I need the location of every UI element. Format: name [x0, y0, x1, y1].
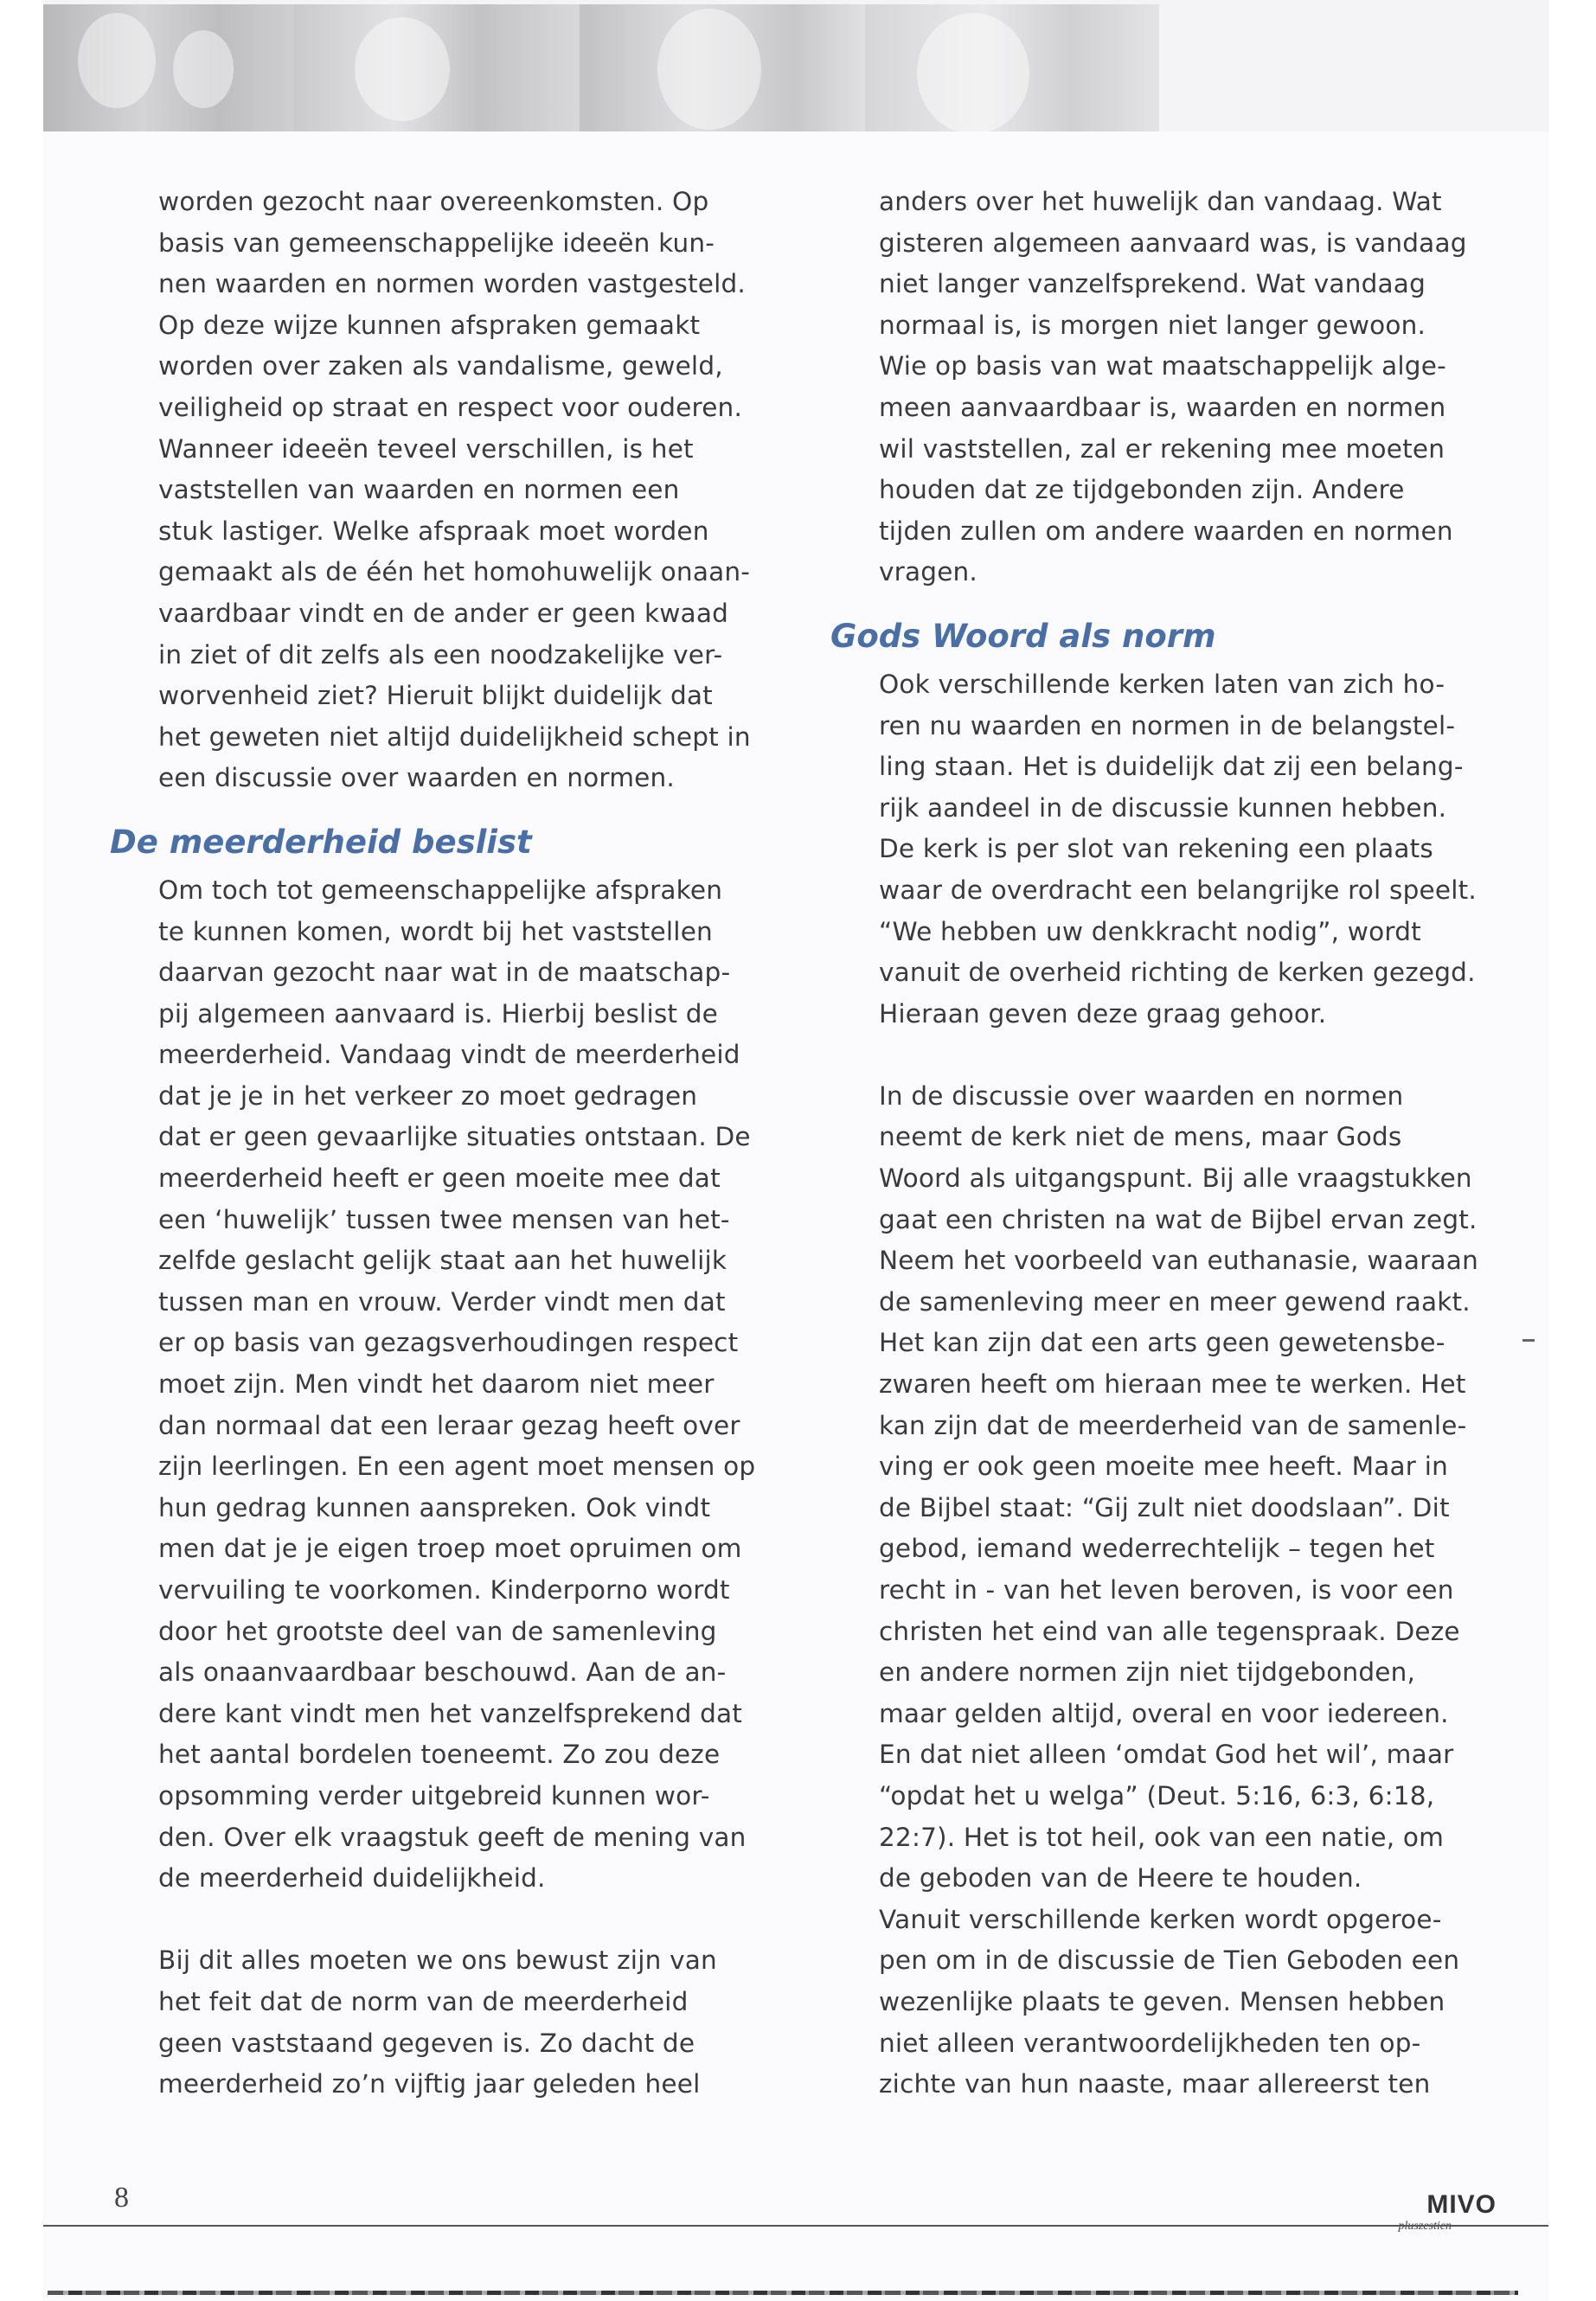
- text-line: zichte van hun naaste, maar allereerst ten: [879, 2069, 1431, 2099]
- section-heading: De meerderheid beslist: [110, 823, 532, 861]
- text-line: een ‘huwelijk’ tussen twee mensen van het-: [158, 1204, 730, 1234]
- text-line: dere kant vindt men het vanzelfsprekend dat: [158, 1698, 743, 1728]
- text-line: maar gelden altijd, overal en voor iedereen.: [879, 1698, 1449, 1728]
- text-line: vervuiling te voorkomen. Kinderporno wordt: [158, 1575, 730, 1605]
- paragraph-gap: [158, 1900, 842, 1941]
- text-line: meerderheid zo’n vijftig jaar geleden heel: [158, 2069, 701, 2099]
- text-line: neemt de kerk niet de mens, maar Gods: [879, 1122, 1402, 1152]
- footer-rule: [43, 2225, 1548, 2227]
- paragraph-gap: [879, 1035, 1548, 1076]
- text-line: Wie op basis van wat maatschappelijk alge-: [879, 351, 1446, 381]
- text-line: veiligheid op straat en respect voor ouderen.: [158, 392, 743, 422]
- text-line: het feit dat de norm van de meerderheid: [158, 1986, 689, 2016]
- text-line: opsomming verder uitgebreid kunnen wor-: [158, 1780, 710, 1811]
- text-line: gebod, iemand wederrechtelijk – tegen het: [879, 1534, 1435, 1564]
- text-line: 22:7). Het is tot heil, ook van een natie, om: [879, 1822, 1445, 1852]
- right-column: [830, 182, 1548, 2106]
- text-line: Bij dit alles moeten we ons bewust zijn van: [158, 1945, 717, 1976]
- text-line: moet zijn. Men vindt het daarom niet meer: [158, 1369, 715, 1400]
- text-line: gaat een christen na wat de Bijbel ervan zegt.: [879, 1204, 1477, 1234]
- text-line: ling staan. Het is duidelijk dat zij een belang-: [879, 752, 1464, 782]
- scan-edge-strip: [48, 2291, 1518, 2295]
- text-line: pij algemeen aanvaard is. Hierbij beslist de: [158, 998, 719, 1029]
- text-line: Het kan zijn dat een arts geen gewetensbe-: [879, 1328, 1445, 1358]
- text-line: geen vaststaand gegeven is. Zo dacht de: [158, 2028, 695, 2058]
- text-line: In de discussie over waarden en normen: [879, 1080, 1404, 1111]
- text-line: christen het eind van alle tegenspraak. Deze: [879, 1616, 1460, 1646]
- text-line: niet langer vanzelfsprekend. Wat vandaag: [879, 269, 1426, 299]
- logo-subtitle: [1399, 2220, 1452, 2234]
- text-line: vragen.: [879, 557, 978, 587]
- text-line: tussen man en vrouw. Verder vindt men dat: [158, 1286, 726, 1317]
- text-line: het aantal bordelen toeneemt. Zo zou deze: [158, 1740, 721, 1770]
- text-line: meerderheid heeft er geen moeite mee dat: [158, 1163, 721, 1194]
- text-line: men dat je je eigen troep moet opruimen om: [158, 1534, 742, 1564]
- text-line: het geweten niet altijd duidelijkheid schept in: [158, 721, 751, 752]
- text-line: worden gezocht naar overeenkomsten. Op: [158, 187, 709, 216]
- text-line: dat er geen gevaarlijke situaties ontstaan. De: [158, 1122, 751, 1152]
- left-column: [110, 182, 842, 2106]
- text-line: in ziet of dit zelfs als een noodzakelijke ver-: [158, 639, 723, 670]
- section-heading: Gods Woord als norm: [830, 617, 1216, 655]
- text-line: dan normaal dat een leraar gezag heeft over: [158, 1410, 740, 1440]
- text-line: te kunnen komen, wordt bij het vaststellen: [158, 916, 713, 946]
- text-line: De kerk is per slot van rekening een plaats: [879, 834, 1433, 864]
- text-line: stuk lastiger. Welke afspraak moet worden: [158, 516, 709, 546]
- banner-photo-2: [294, 4, 580, 131]
- text-line: Woord als uitgangspunt. Bij alle vraagstukken: [879, 1163, 1472, 1194]
- text-line: Neem het voorbeeld van euthanasie, waaraan: [879, 1246, 1478, 1276]
- text-line: Op deze wijze kunnen afspraken gemaakt: [158, 310, 701, 340]
- text-line: kan zijn dat de meerderheid van de samenle-: [879, 1410, 1467, 1440]
- text-line: de meerderheid duidelijkheid.: [158, 1863, 546, 1894]
- text-line: vanuit de overheid richting de kerken gezegd.: [879, 958, 1476, 988]
- banner-photo-4: [865, 4, 1159, 131]
- text-line: ren nu waarden en normen in de belangstel-: [879, 710, 1456, 740]
- text-line: rijk aandeel in de discussie kunnen hebben.: [879, 792, 1447, 823]
- text-line: dat je je in het verkeer zo moet gedragen: [158, 1080, 698, 1111]
- text-line: houden dat ze tijdgebonden zijn. Andere: [879, 475, 1405, 505]
- text-line: gemaakt als de één het homohuwelijk onaan-: [158, 557, 751, 587]
- edge-mark: [1522, 1339, 1535, 1342]
- text-line: vaststellen van waarden en normen een: [158, 475, 680, 505]
- text-line: recht in - van het leven beroven, is voor een: [879, 1575, 1454, 1605]
- page-number: 8: [114, 2182, 129, 2214]
- text-line: normaal is, is morgen niet langer gewoon.: [879, 310, 1426, 340]
- mivo-logo: MIVO: [1426, 2190, 1497, 2219]
- photo-banner: [43, 0, 1548, 131]
- page: [43, 0, 1548, 2301]
- text-line: door het grootste deel van de samenleving: [158, 1616, 717, 1646]
- text-line: hun gedrag kunnen aanspreken. Ook vindt: [158, 1492, 711, 1522]
- text-line: de geboden van de Heere te houden.: [879, 1863, 1362, 1894]
- text-line: nen waarden en normen worden vastgesteld.: [158, 269, 746, 299]
- text-line: als onaanvaardbaar beschouwd. Aan de an-: [158, 1657, 727, 1688]
- text-line: en andere normen zijn niet tijdgebonden,: [879, 1657, 1416, 1688]
- text-line: basis van gemeenschappelijke ideeën kun-: [158, 228, 715, 258]
- text-line: zelfde geslacht gelijk staat aan het huwelijk: [158, 1246, 727, 1276]
- text-line: zijn leerlingen. En een agent moet mensen op: [158, 1452, 756, 1482]
- text-line: de samenleving meer en meer gewend raakt.: [879, 1286, 1471, 1317]
- text-line: worvenheid ziet? Hieruit blijkt duidelijk dat: [158, 681, 713, 711]
- text-line: gisteren algemeen aanvaard was, is vandaag: [879, 228, 1467, 258]
- text-line: vaardbaar vindt en de ander er geen kwaad: [158, 598, 729, 628]
- text-line: wezenlijke plaats te geven. Mensen hebben: [879, 1986, 1445, 2016]
- text-line: tijden zullen om andere waarden en normen: [879, 516, 1453, 546]
- text-line: ving er ook geen moeite mee heeft. Maar in: [879, 1452, 1448, 1482]
- text-line: Om toch tot gemeenschappelijke afspraken: [158, 875, 723, 905]
- text-line: den. Over elk vraagstuk geeft de mening van: [158, 1822, 747, 1852]
- text-line: meerderheid. Vandaag vindt de meerderheid: [158, 1040, 740, 1070]
- text-line: een discussie over waarden en normen.: [158, 763, 675, 793]
- text-line: Hieraan geven deze graag gehoor.: [879, 998, 1327, 1029]
- text-line: meen aanvaardbaar is, waarden en normen: [879, 392, 1446, 422]
- text-line: de Bijbel staat: “Gij zult niet doodslaan”. Dit: [879, 1492, 1450, 1522]
- text-line: wil vaststellen, zal er rekening mee moeten: [879, 433, 1445, 464]
- text-line: “We hebben uw denkkracht nodig”, wordt: [879, 916, 1421, 946]
- text-line: er op basis van gezagsverhoudingen respect: [158, 1328, 739, 1358]
- text-line: “opdat het u welga” (Deut. 5:16, 6:3, 6:18,: [879, 1780, 1435, 1811]
- text-line: En dat niet alleen ‘omdat God het wil’, maar: [879, 1740, 1454, 1770]
- banner-photo-3: [580, 4, 865, 131]
- text-line: Vanuit verschillende kerken wordt opgeroe-: [879, 1904, 1442, 1934]
- text-line: waar de overdracht een belangrijke rol speelt.: [879, 875, 1477, 905]
- text-line: anders over het huwelijk dan vandaag. Wat: [879, 187, 1442, 216]
- text-line: niet alleen verantwoordelijkheden ten op-: [879, 2028, 1421, 2058]
- text-line: worden over zaken als vandalisme, geweld,: [158, 351, 723, 381]
- text-line: Ook verschillende kerken laten van zich ho-: [879, 669, 1445, 699]
- text-line: zwaren heeft om hieraan mee te werken. Het: [879, 1369, 1466, 1400]
- banner-photo-1: [43, 4, 294, 131]
- text-line: pen om in de discussie de Tien Geboden een: [879, 1945, 1460, 1976]
- text-line: daarvan gezocht naar wat in de maatschap-: [158, 958, 731, 988]
- text-line: Wanneer ideeën teveel verschillen, is het: [158, 433, 694, 464]
